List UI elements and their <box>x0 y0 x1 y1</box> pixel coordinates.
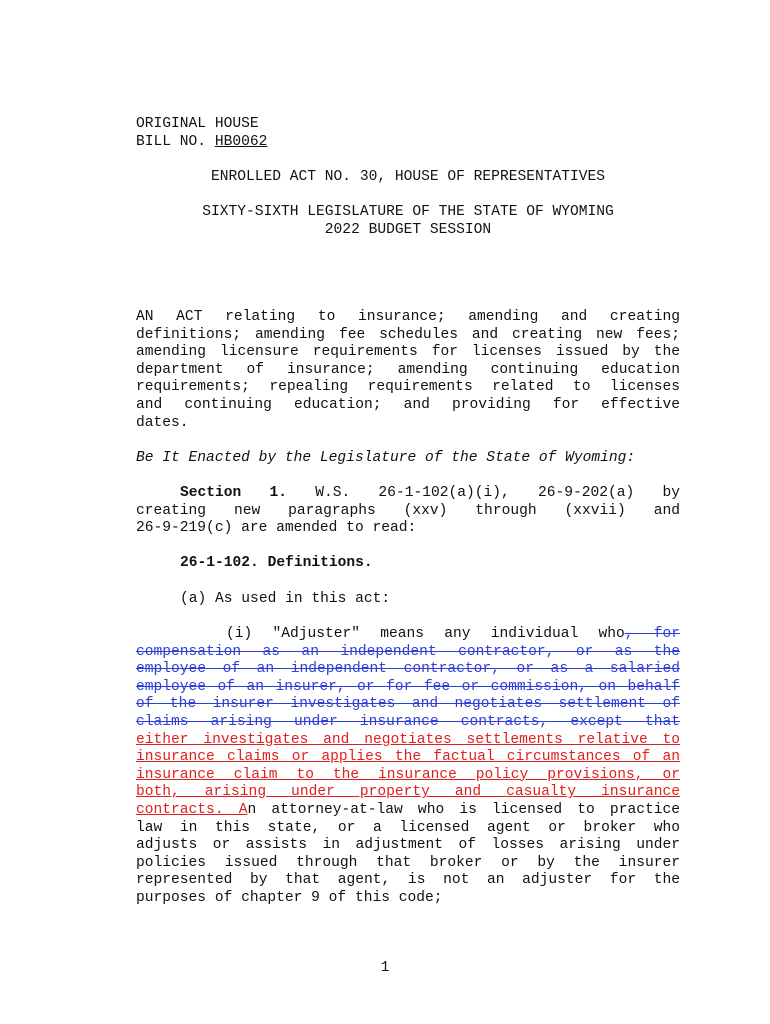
para-i-line: represented by that agent, is not an adjuster for the <box>136 872 680 889</box>
deleted-text: employee of an independent contractor, or as a salaried <box>136 661 680 678</box>
section-heading: 26-1-102. Definitions. <box>180 555 373 571</box>
para-i-line: adjusts or assists in adjustment of losses arising under <box>136 837 680 854</box>
section-1-line: 26-9-219(c) are amended to read: <box>136 520 417 537</box>
legislature-title: SIXTY-SIXTH LEGISLATURE OF THE STATE OF WYOMING <box>202 204 614 220</box>
act-line: requirements; repealing requirements related to licenses <box>136 379 680 396</box>
inserted-text: either investigates and negotiates settlements relative to <box>136 731 680 748</box>
bill-no-link[interactable]: HB0062 <box>214 134 268 150</box>
act-line: department of insurance; amending continuing education <box>136 361 680 378</box>
session-title: 2022 BUDGET SESSION <box>324 222 492 238</box>
para-i-line: policies issued through that broker or by the insurer <box>136 854 680 871</box>
bill-number-line <box>136 134 680 152</box>
subsection-a: (a) As used in this act: <box>180 591 391 607</box>
para-i-line <box>136 626 680 644</box>
original-house-label: ORIGINAL HOUSE <box>136 116 259 132</box>
deleted-text: employee of an insurer, or for fee or commission, on behalf <box>136 678 680 695</box>
paragraph-i <box>136 626 680 908</box>
bill-no-label: BILL NO. <box>136 134 215 150</box>
act-line: definitions; amending fee schedules and creating new fees; <box>136 326 680 343</box>
act-line: and continuing education; and providing for effective <box>136 396 680 413</box>
para-i-text: n attorney-at-law who is licensed to practice <box>247 801 680 818</box>
section-1-label: Section 1. <box>180 485 288 501</box>
section-1-line: creating new paragraphs (xxv) through (xxvii) and <box>136 502 680 519</box>
deleted-text: , for <box>624 626 680 642</box>
section-1-line <box>136 485 680 503</box>
deleted-text: of the insurer investigates and negotiates settlement of <box>136 696 680 713</box>
act-title-paragraph <box>136 309 680 432</box>
act-line: dates. <box>136 414 189 431</box>
section-1-text: W.S. 26-1-102(a)(i), 26-9-202(a) by <box>287 485 681 501</box>
deleted-text: claims arising under insurance contracts, except that <box>136 713 680 730</box>
inserted-text: insurance claims or applies the factual circumstances of an <box>136 749 680 766</box>
act-line: amending licensure requirements for licenses issued by the <box>136 344 680 361</box>
act-line: AN ACT relating to insurance; amending and creating <box>136 309 680 325</box>
enacting-clause: Be It Enacted by the Legislature of the State of Wyoming: <box>136 450 636 466</box>
para-i-line: purposes of chapter 9 of this code; <box>136 889 443 906</box>
para-i-line <box>136 802 680 820</box>
inserted-text: contracts. A <box>136 801 248 818</box>
enrolled-act-title: ENROLLED ACT NO. 30, HOUSE OF REPRESENTATIVES <box>210 169 606 185</box>
section-1-paragraph <box>136 485 680 538</box>
deleted-text: compensation as an independent contractor, or as the <box>136 643 680 660</box>
inserted-text: insurance claim to the insurance policy provisions, or <box>136 766 680 783</box>
para-i-line: law in this state, or a licensed agent or broker who <box>136 819 680 836</box>
inserted-text: both, arising under property and casualty insurance <box>136 784 680 801</box>
para-i-lead: (i) "Adjuster" means any individual who <box>226 626 625 642</box>
page-number: 1 <box>380 960 390 976</box>
